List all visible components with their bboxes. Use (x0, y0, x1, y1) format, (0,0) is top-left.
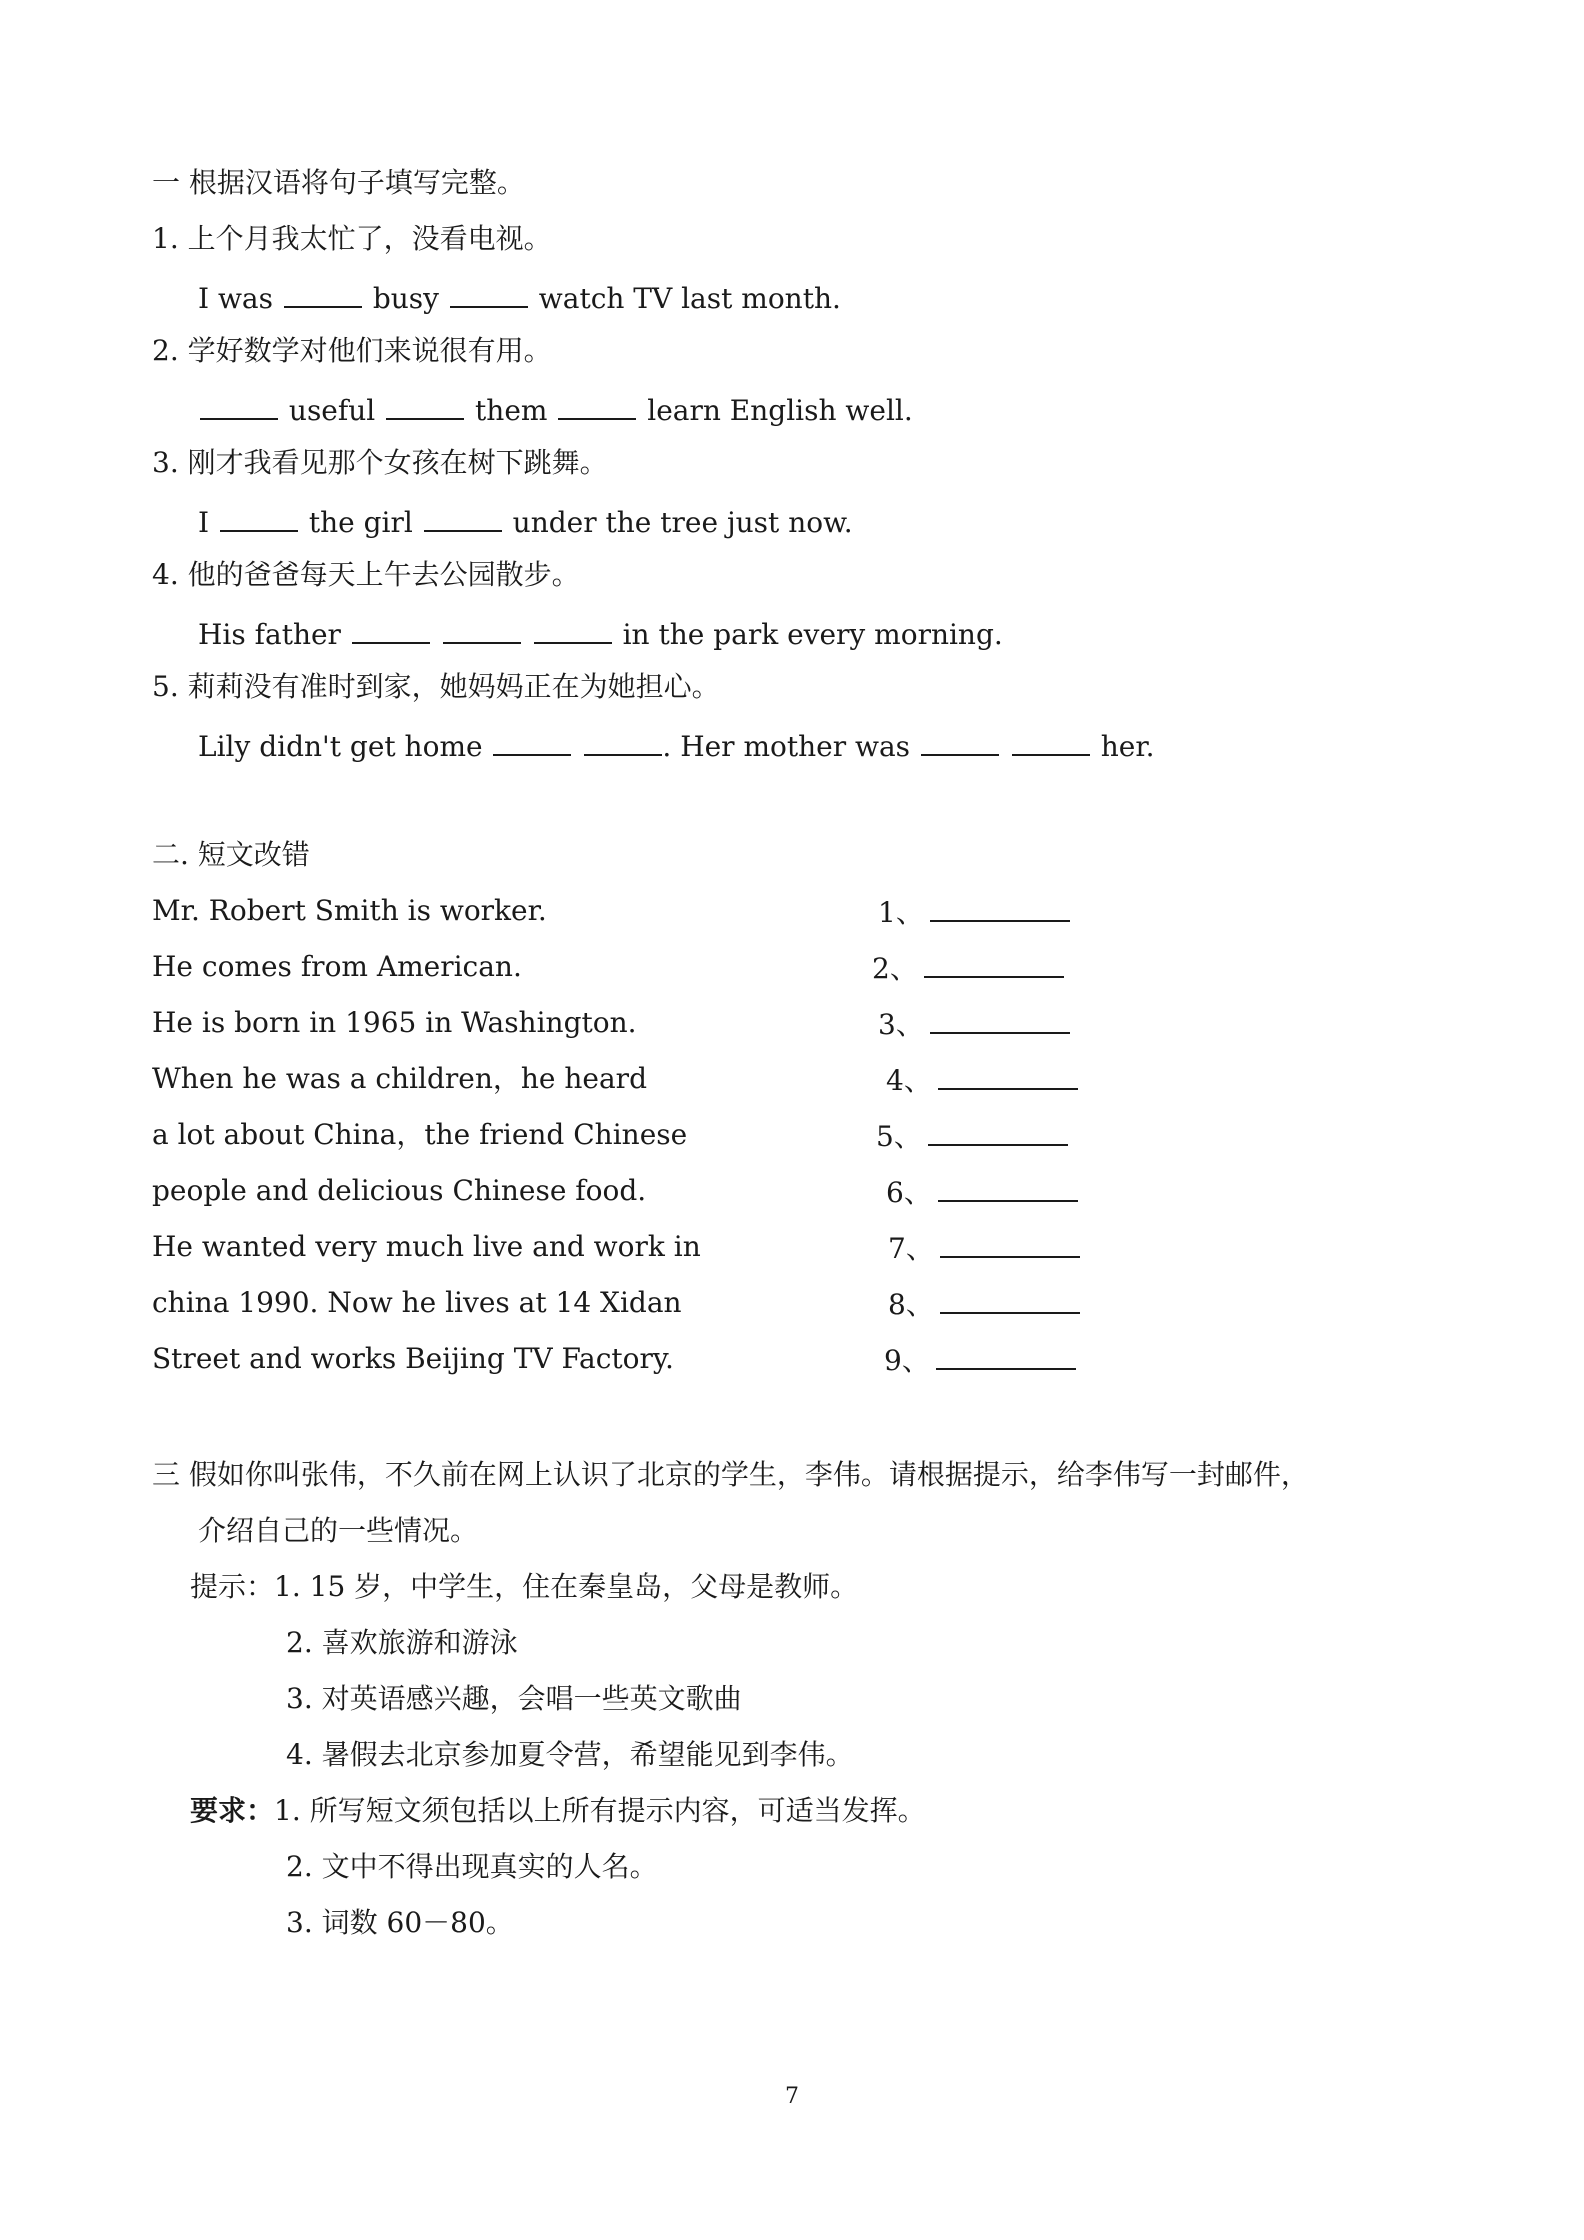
answer-blank[interactable] (938, 1174, 1078, 1202)
hint-item: 2. 喜欢旅游和游泳 (286, 1626, 518, 1659)
answer-number: 9、 (884, 1344, 930, 1377)
requirement-item: 1. 所写短文须包括以上所有提示内容，可适当发挥。 (274, 1794, 926, 1827)
passage-line: He wanted very much live and work in (152, 1230, 701, 1263)
answer-slot (886, 1174, 1078, 1208)
fill-blank[interactable] (220, 504, 298, 532)
section1-item1-cn: 1. 上个月我太忙了，没看电视。 (152, 222, 552, 255)
answer-number: 3、 (878, 1008, 924, 1041)
fill-blank[interactable] (200, 392, 278, 420)
hints-first-line (190, 1570, 858, 1604)
text-segment: learn English well. (647, 394, 913, 427)
text-segment: the girl (308, 506, 413, 539)
text-segment: I was (198, 282, 273, 315)
passage-line: He comes from American. (152, 950, 522, 983)
text-segment: I (198, 506, 210, 539)
requirements-first-line (190, 1794, 926, 1828)
section2-heading: 二. 短文改错 (152, 838, 310, 871)
answer-number: 7、 (888, 1232, 934, 1265)
hints-label: 提示： (190, 1570, 275, 1603)
answer-blank[interactable] (928, 1118, 1068, 1146)
answer-number: 2、 (872, 952, 918, 985)
text-segment: useful (288, 394, 376, 427)
section3-heading-line1: 三 假如你叫张伟，不久前在网上认识了北京的学生，李伟。请根据提示，给李伟写一封邮件， (152, 1458, 1309, 1491)
page-number: 7 (785, 2084, 799, 2109)
hint-item: 3. 对英语感兴趣，会唱一些英文歌曲 (286, 1682, 742, 1715)
fill-blank[interactable] (284, 280, 362, 308)
fill-blank[interactable] (493, 728, 571, 756)
section1-item5-en (198, 728, 1155, 762)
hint-item: 1. 15 岁，中学生，住在秦皇岛，父母是教师。 (274, 1570, 859, 1603)
section1-item2-cn: 2. 学好数学对他们来说很有用。 (152, 334, 552, 367)
requirements-label: 要求： (190, 1794, 275, 1827)
passage-line: When he was a children，he heard (152, 1062, 647, 1095)
section3-heading-line2: 介绍自己的一些情况。 (198, 1514, 479, 1547)
passage-line: Mr. Robert Smith is worker. (152, 894, 547, 927)
fill-blank[interactable] (443, 616, 521, 644)
answer-blank[interactable] (940, 1230, 1080, 1258)
fill-blank[interactable] (534, 616, 612, 644)
section1-item3-en (198, 504, 853, 538)
passage-line: He is born in 1965 in Washington. (152, 1006, 637, 1039)
fill-blank[interactable] (584, 728, 662, 756)
text-segment: them (475, 394, 548, 427)
fill-blank[interactable] (424, 504, 502, 532)
answer-blank[interactable] (940, 1286, 1080, 1314)
passage-line: Street and works Beijing TV Factory. (152, 1342, 674, 1375)
hint-item: 4. 暑假去北京参加夏令营，希望能见到李伟。 (286, 1738, 854, 1771)
answer-blank[interactable] (930, 894, 1070, 922)
passage-line: people and delicious Chinese food. (152, 1174, 647, 1207)
answer-slot (888, 1230, 1080, 1264)
answer-number: 4、 (886, 1064, 932, 1097)
answer-number: 6、 (886, 1176, 932, 1209)
section1-item3-cn: 3. 刚才我看见那个女孩在树下跳舞。 (152, 446, 608, 479)
answer-number: 1、 (878, 896, 924, 929)
section1-item4-en (198, 616, 1003, 650)
text-segment: in the park every morning. (622, 618, 1003, 651)
text-segment: busy (372, 282, 439, 315)
passage-line: a lot about China，the friend Chinese (152, 1118, 688, 1151)
text-segment: watch TV last month. (538, 282, 841, 315)
answer-slot (878, 894, 1070, 928)
text-segment: Lily didn't get home (198, 730, 483, 763)
fill-blank[interactable] (386, 392, 464, 420)
section1-heading: 一 根据汉语将句子填写完整。 (152, 166, 525, 199)
answer-slot (876, 1118, 1068, 1152)
requirement-item: 2. 文中不得出现真实的人名。 (286, 1850, 658, 1883)
answer-slot (886, 1062, 1078, 1096)
text-segment: His father (198, 618, 341, 651)
answer-blank[interactable] (938, 1062, 1078, 1090)
answer-number: 5、 (876, 1120, 922, 1153)
section1-item2-en (198, 392, 913, 426)
answer-slot (872, 950, 1064, 984)
fill-blank[interactable] (558, 392, 636, 420)
answer-number: 8、 (888, 1288, 934, 1321)
section1-item5-cn: 5. 莉莉没有准时到家，她妈妈正在为她担心。 (152, 670, 720, 703)
text-segment: . Her mother was (662, 730, 911, 763)
answer-slot (878, 1006, 1070, 1040)
fill-blank[interactable] (352, 616, 430, 644)
answer-slot (888, 1286, 1080, 1320)
fill-blank[interactable] (921, 728, 999, 756)
fill-blank[interactable] (450, 280, 528, 308)
answer-slot (884, 1342, 1076, 1376)
section1-item4-cn: 4. 他的爸爸每天上午去公园散步。 (152, 558, 580, 591)
text-segment: under the tree just now. (512, 506, 853, 539)
requirement-item: 3. 词数 60－80。 (286, 1906, 514, 1939)
answer-blank[interactable] (930, 1006, 1070, 1034)
section1-item1-en (198, 280, 841, 314)
passage-line: china 1990. Now he lives at 14 Xidan (152, 1286, 682, 1319)
answer-blank[interactable] (936, 1342, 1076, 1370)
text-segment: her. (1100, 730, 1155, 763)
answer-blank[interactable] (924, 950, 1064, 978)
fill-blank[interactable] (1012, 728, 1090, 756)
